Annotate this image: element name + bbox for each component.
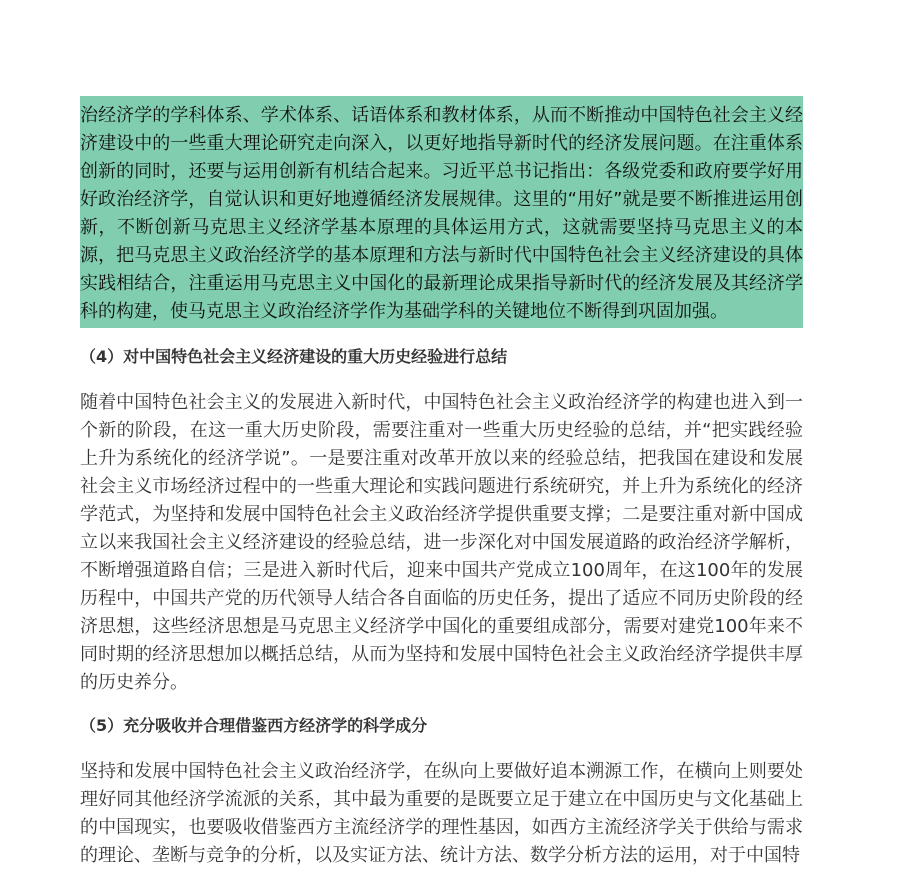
section-5-paragraph: 坚持和发展中国特色社会主义政治经济学，在纵向上要做好追本溯源工作，在横向上则要处理好同其他经济学流派的关系，其中最为重要的是既要立足于建立在中国历史与文化基础上的中国现实，也要吸收借鉴西方主流经济学的理性基因，如西方主流经济学关于供给与需求的理论、垄断与竞争的分析，以及实证方法、统计方法、数学分析方法的运用，对于中国特 (80, 761, 803, 866)
section-5-body (80, 758, 803, 870)
section-4-heading: （4）对中国特色社会主义经济建设的重大历史经验进行总结 (80, 347, 508, 366)
highlighted-text: 治经济学的学科体系、学术体系、话语体系和教材体系，从而不断推动中国特色社会主义经济建设中的一些重大理论研究走向深入，以更好地指导新时代的经济发展问题。在注重体系创新的同时，还要与运用创新有机结合起来。习近平总书记指出：各级党委和政府要学好用好政治经济学，自觉认识和更好地遵循经济发展规律。这里的“用好”就是要不断推进运用创新，不断创新马克思主义经济学基本原理的具体运用方式，这就需要坚持马克思主义的本源，把马克思主义政治经济学的基本原理和方法与新时代中国特色社会主义经济建设的具体实践相结合，注重运用马克思主义中国化的最新理论成果指导新时代的经济发展及其经济学科的构建，使马克思主义政治经济学作为基础学科的关键地位不断得到巩固加强。 (80, 105, 803, 322)
section-5-heading: （5）充分吸收并合理借鉴西方经济学的科学成分 (80, 716, 428, 735)
section-4-paragraph: 随着中国特色社会主义的发展进入新时代，中国特色社会主义政治经济学的构建也进入到一个新的阶段，在这一重大历史阶段，需要注重对一些重大历史经验的总结，并“把实践经验上升为系统化的经济学说”。一是要注重对改革开放以来的经验总结，把我国在建设和发展社会主义市场经济过程中的一些重大理论和实践问题进行系统研究，并上升为系统化的经济学范式，为坚持和发展中国特色社会主义政治经济学提供重要支撑；二是要注重对新中国成立以来我国社会主义经济建设的经验总结，进一步深化对中国发展道路的政治经济学解析，不断增强道路自信；三是进入新时代后，迎来中国共产党成立100周年，在这100年的发展历程中，中国共产党的历代领导人结合各自面临的历史任务，提出了适应不同历史阶段的经济思想，这些经济思想是马克思主义经济学中国化的重要组成部分，需要对建党100年来不同时期的经济思想加以概括总结，从而为坚持和发展中国特色社会主义政治经济学提供丰厚的历史养分。 (80, 392, 803, 693)
section-4-body (80, 389, 803, 697)
highlighted-paragraph (80, 96, 803, 328)
